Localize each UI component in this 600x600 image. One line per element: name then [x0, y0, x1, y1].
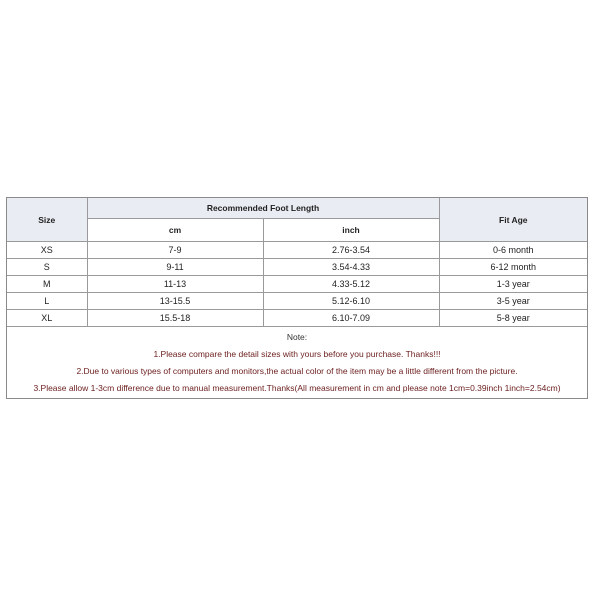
inch-cell: 4.33-5.12: [263, 276, 439, 293]
note-line-3: 3.Please allow 1-3cm difference due to manual measurement.Thanks(All measurement in cm and please note 1cm=0.39inch 1inch=2.54cm): [33, 383, 561, 393]
age-cell: 3-5 year: [439, 293, 587, 310]
size-cell: L: [7, 293, 87, 310]
inch-cell: 5.12-6.10: [263, 293, 439, 310]
table-row: [7, 293, 587, 310]
size-cell: M: [7, 276, 87, 293]
age-cell: 1-3 year: [439, 276, 587, 293]
inch-cell: 2.76-3.54: [263, 242, 439, 259]
size-cell: XS: [7, 242, 87, 259]
cm-header: cm: [87, 219, 263, 242]
cm-cell: 15.5-18: [87, 310, 263, 327]
cm-cell: 9-11: [87, 259, 263, 276]
inch-cell: 3.54-4.33: [263, 259, 439, 276]
table-row: [7, 259, 587, 276]
inch-cell: 6.10-7.09: [263, 310, 439, 327]
table-row: [7, 276, 587, 293]
cm-cell: 7-9: [87, 242, 263, 259]
note-title: Note:: [286, 332, 308, 342]
table-row: [7, 242, 587, 259]
size-chart: [6, 197, 588, 399]
age-cell: 0-6 month: [439, 242, 587, 259]
foot-length-header: Recommended Foot Length: [87, 198, 439, 219]
age-cell: 5-8 year: [439, 310, 587, 327]
age-cell: 6-12 month: [439, 259, 587, 276]
size-cell: S: [7, 259, 87, 276]
notes-section: [7, 329, 587, 398]
cm-cell: 11-13: [87, 276, 263, 293]
note-line-2: 2.Due to various types of computers and monitors,the actual color of the item may be a little different from the picture.: [76, 366, 518, 376]
cm-cell: 13-15.5: [87, 293, 263, 310]
table-row: [7, 310, 587, 327]
note-line-1: 1.Please compare the detail sizes with yours before you purchase. Thanks!!!: [153, 349, 441, 359]
inch-header: inch: [263, 219, 439, 242]
fit-age-header: Fit Age: [439, 198, 587, 242]
size-header: Size: [7, 198, 87, 242]
size-cell: XL: [7, 310, 87, 327]
header-row: [7, 198, 587, 219]
size-table: [7, 198, 587, 327]
